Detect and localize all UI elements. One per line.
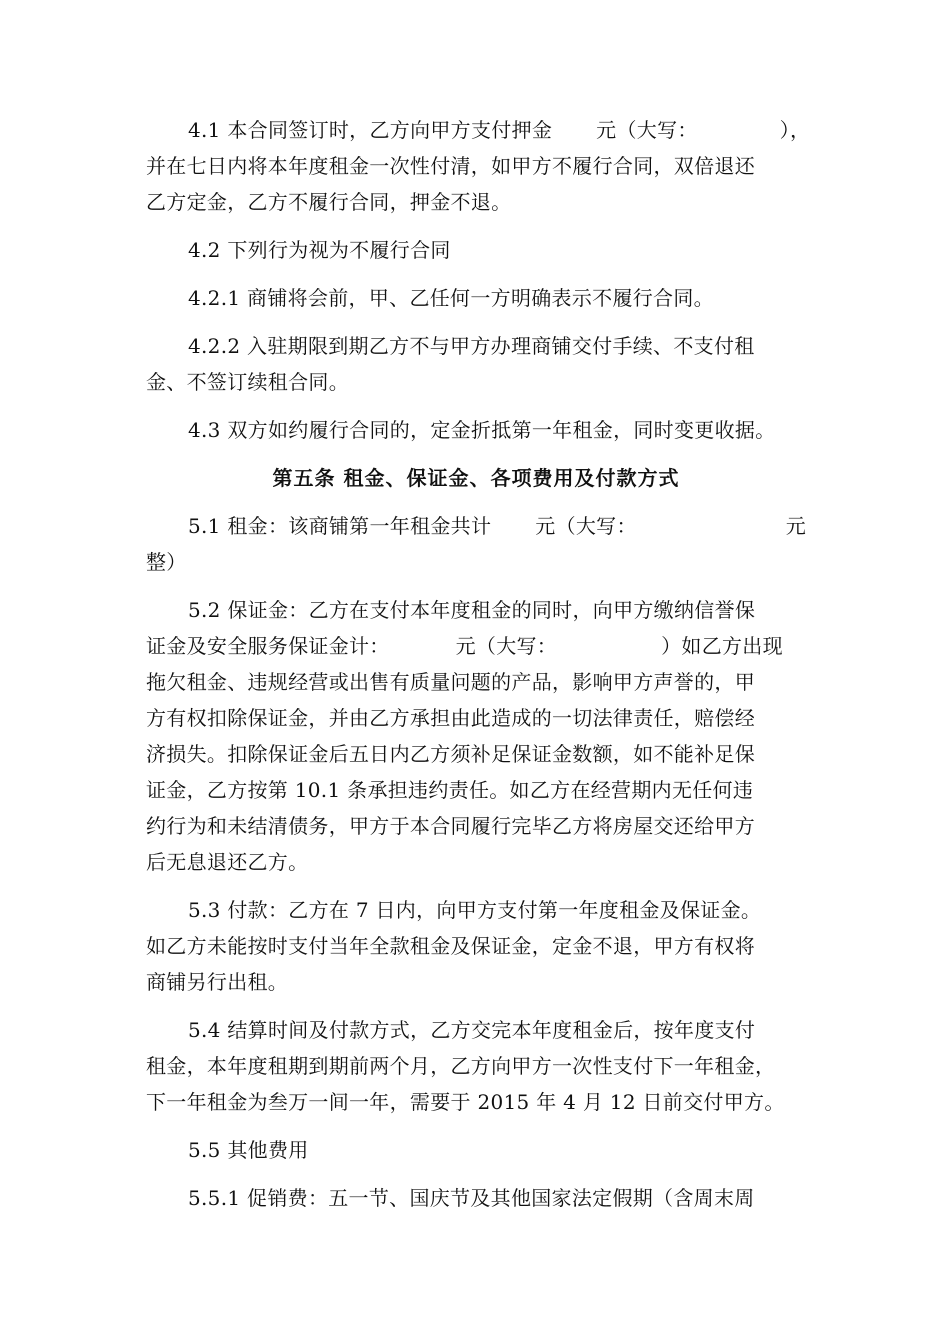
clause-5-2-line-6: 证金，乙方按第 10.1 条承担违约责任。如乙方在经营期内无任何违 bbox=[146, 778, 754, 802]
clause-4-2-1-text: 4.2.1 商铺将会前，甲、乙任何一方明确表示不履行合同。 bbox=[188, 286, 714, 310]
clause-4-3 bbox=[146, 412, 806, 448]
clause-5-1-text-b: 元（大写： bbox=[535, 514, 637, 538]
clause-4-2-1 bbox=[146, 280, 806, 316]
clause-5-2-line-7: 约行为和未结清债务，甲方于本合同履行完毕乙方将房屋交还给甲方 bbox=[146, 814, 755, 838]
clause-4-2-text: 4.2 下列行为视为不履行合同 bbox=[188, 238, 451, 262]
clause-5-2-line-2-c: ）如乙方出现 bbox=[661, 634, 783, 658]
clause-5-5-text: 5.5 其他费用 bbox=[188, 1138, 309, 1162]
clause-5-1 bbox=[146, 508, 806, 580]
clause-5-1-line-2: 整） bbox=[146, 550, 187, 574]
clause-5-2-line-5: 济损失。扣除保证金后五日内乙方须补足保证金数额，如不能补足保 bbox=[146, 742, 755, 766]
clause-5-5 bbox=[146, 1132, 806, 1168]
clause-4-1-line-3: 乙方定金，乙方不履行合同，押金不退。 bbox=[146, 190, 512, 214]
article-5-heading: 第五条 租金、保证金、各项费用及付款方式 bbox=[272, 466, 680, 490]
clause-5-4 bbox=[146, 1012, 806, 1120]
clause-5-2-line-3: 拖欠租金、违规经营或出售有质量问题的产品，影响甲方声誉的，甲 bbox=[146, 670, 755, 694]
clause-5-3-line-2: 如乙方未能按时支付当年全款租金及保证金，定金不退，甲方有权将 bbox=[146, 934, 755, 958]
clause-4-1-text-a: 4.1 本合同签订时，乙方向甲方支付押金 bbox=[188, 118, 553, 142]
clause-5-2-line-8: 后无息退还乙方。 bbox=[146, 850, 309, 874]
clause-4-2-2-line-2: 金、不签订续租合同。 bbox=[146, 370, 349, 394]
clause-4-2 bbox=[146, 232, 806, 268]
clause-5-2-line-1: 5.2 保证金：乙方在支付本年度租金的同时，向甲方缴纳信誉保 bbox=[188, 598, 756, 622]
clause-5-5-1-text: 5.5.1 促销费：五一节、国庆节及其他国家法定假期（含周末周 bbox=[188, 1186, 755, 1210]
clause-4-2-2 bbox=[146, 328, 806, 400]
clause-4-1-line-2: 并在七日内将本年度租金一次性付清，如甲方不履行合同，双倍退还 bbox=[146, 154, 755, 178]
clause-4-1-text-c: ）， bbox=[779, 118, 811, 142]
clause-5-4-line-3: 下一年租金为叁万一间一年，需要于 2015 年 4 月 12 日前交付甲方。 bbox=[146, 1090, 785, 1114]
clause-5-1-text-a: 5.1 租金：该商铺第一年租金共计 bbox=[188, 514, 492, 538]
clause-4-1 bbox=[146, 112, 811, 220]
clause-5-5-1 bbox=[146, 1180, 806, 1216]
contract-page bbox=[146, 112, 811, 1228]
clause-5-2 bbox=[146, 592, 806, 880]
clause-5-3-line-3: 商铺另行出租。 bbox=[146, 970, 289, 994]
clause-5-4-line-2: 租金，本年度租期到期前两个月，乙方向甲方一次性支付下一年租金， bbox=[146, 1054, 776, 1078]
clause-5-2-line-4: 方有权扣除保证金，并由乙方承担由此造成的一切法律责任，赔偿经 bbox=[146, 706, 755, 730]
clause-5-2-line-2-a: 证金及安全服务保证金计： bbox=[146, 634, 390, 658]
clause-5-3-line-1: 5.3 付款：乙方在 7 日内，向甲方支付第一年度租金及保证金。 bbox=[188, 898, 762, 922]
clause-4-3-text: 4.3 双方如约履行合同的，定金折抵第一年租金，同时变更收据。 bbox=[188, 418, 776, 442]
clause-5-4-line-1: 5.4 结算时间及付款方式，乙方交完本年度租金后，按年度支付 bbox=[188, 1018, 756, 1042]
clause-4-1-text-b: 元（大写： bbox=[596, 118, 698, 142]
clause-5-1-text-c: 元 bbox=[785, 514, 806, 538]
clause-5-3 bbox=[146, 892, 806, 1000]
clause-4-2-2-line-1: 4.2.2 入驻期限到期乙方不与甲方办理商铺交付手续、不支付租 bbox=[188, 334, 755, 358]
clause-5-2-line-2-b: 元（大写： bbox=[455, 634, 558, 658]
